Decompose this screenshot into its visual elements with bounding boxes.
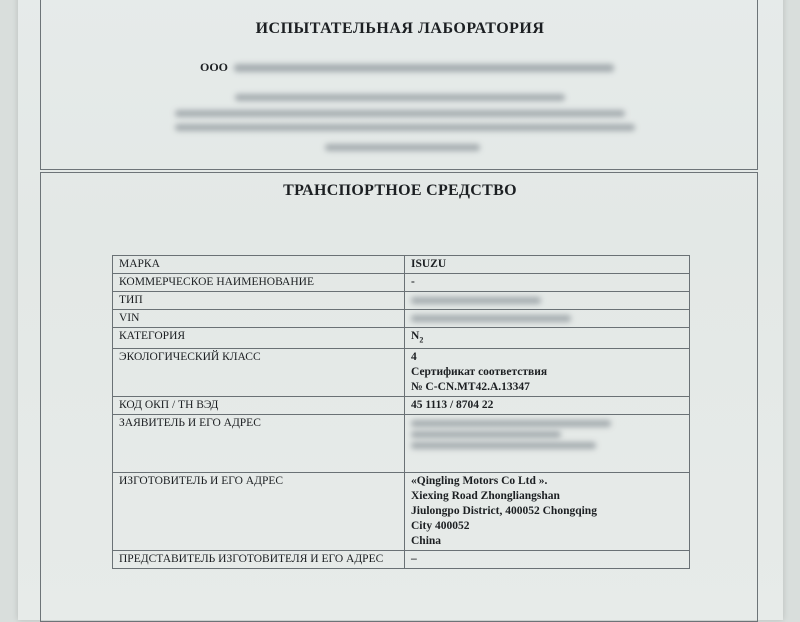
redacted-org-name <box>234 64 614 72</box>
row-label: ЗАЯВИТЕЛЬ И ЕГО АДРЕС <box>113 415 405 473</box>
redacted-line <box>175 110 625 117</box>
table-row <box>113 274 690 292</box>
org-prefix: ООО <box>200 60 229 74</box>
row-label: ТИП <box>113 292 405 310</box>
manufacturer-address: City 400052 <box>411 520 470 533</box>
redacted-vin <box>411 315 571 322</box>
row-value <box>405 310 690 328</box>
org-line <box>200 60 614 75</box>
table-row <box>113 256 690 274</box>
row-label: МАРКА <box>113 256 405 274</box>
manufacturer-country: China <box>411 535 442 548</box>
table-row <box>113 473 690 551</box>
row-value <box>405 349 690 397</box>
row-label: ПРЕДСТАВИТЕЛЬ ИЗГОТОВИТЕЛЯ И ЕГО АДРЕС <box>113 551 405 569</box>
table-row <box>113 328 690 349</box>
redacted-line <box>175 124 635 131</box>
redacted-line <box>235 94 565 101</box>
row-value <box>405 473 690 551</box>
row-value: 45 1113 / 8704 22 <box>405 397 690 415</box>
row-value <box>405 292 690 310</box>
row-label: ЭКОЛОГИЧЕСКИЙ КЛАСС <box>113 349 405 397</box>
certificate-number: № C-CN.MT42.A.13347 <box>411 381 530 394</box>
category-subscript: 2 <box>419 335 424 345</box>
row-value <box>405 328 690 349</box>
manufacturer-name: «Qingling Motors Co Ltd ». <box>411 475 548 488</box>
lab-title: ИСПЫТАТЕЛЬНАЯ ЛАБОРАТОРИЯ <box>255 20 545 37</box>
redacted-applicant <box>411 442 596 449</box>
section-title: ТРАНСПОРТНОЕ СРЕДСТВО <box>283 182 517 199</box>
manufacturer-address: Jiulongpo District, 400052 Chongqing <box>411 505 597 518</box>
row-value: - <box>405 274 690 292</box>
certificate-label: Сертификат соответствия <box>411 366 548 379</box>
row-label: КАТЕГОРИЯ <box>113 328 405 349</box>
redacted-line <box>325 144 480 151</box>
redacted-type <box>411 297 541 304</box>
table-row <box>113 310 690 328</box>
row-label: ИЗГОТОВИТЕЛЬ И ЕГО АДРЕС <box>113 473 405 551</box>
table-row <box>113 397 690 415</box>
row-value: – <box>405 551 690 569</box>
row-label: КОММЕРЧЕСКОЕ НАИМЕНОВАНИЕ <box>113 274 405 292</box>
row-label: VIN <box>113 310 405 328</box>
eco-class-value: 4 <box>411 351 417 364</box>
vehicle-spec-table <box>112 255 690 569</box>
row-value: ISUZU <box>405 256 690 274</box>
table-row <box>113 415 690 473</box>
redacted-applicant <box>411 431 561 438</box>
table-row <box>113 292 690 310</box>
table-row <box>113 551 690 569</box>
row-value <box>405 415 690 473</box>
redacted-applicant <box>411 420 611 427</box>
table-row <box>113 349 690 397</box>
category-value: N <box>411 330 420 342</box>
manufacturer-address: Xiexing Road Zhongliangshan <box>411 490 560 503</box>
row-label: КОД ОКП / ТН ВЭД <box>113 397 405 415</box>
